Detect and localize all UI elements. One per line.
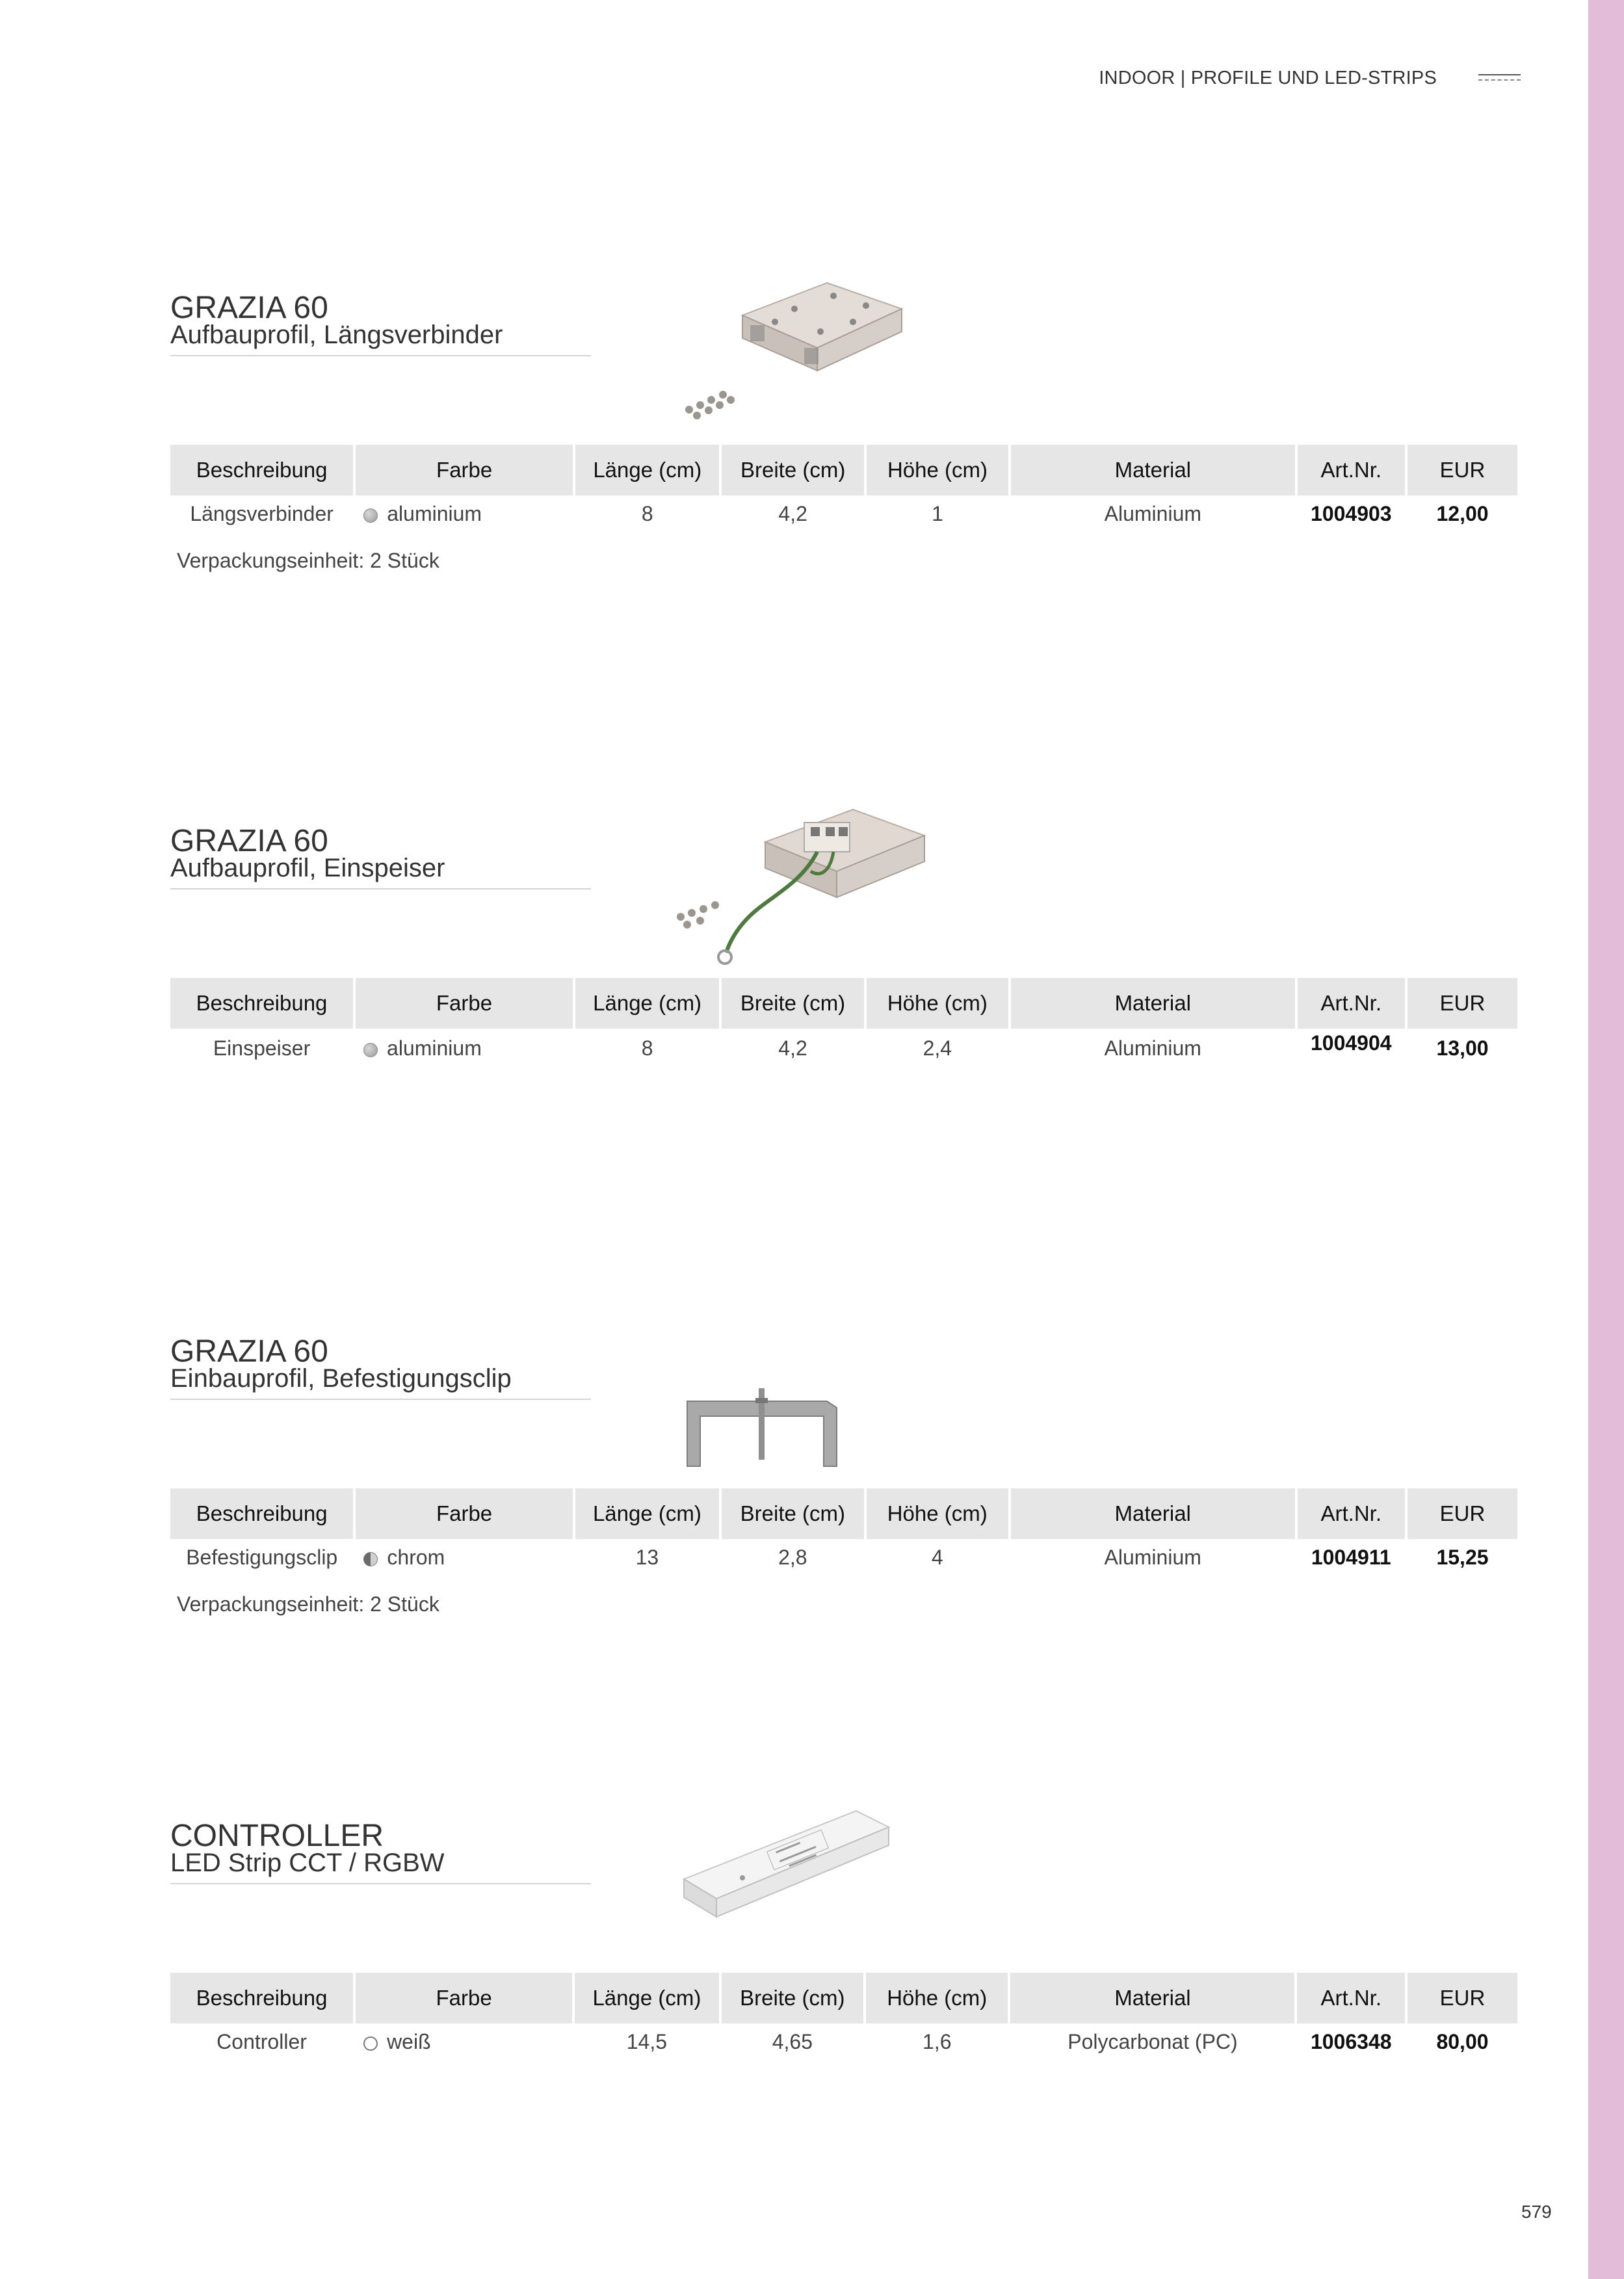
cell-artnr: 1006348 [1310,2029,1392,2053]
cell-beschreibung: Controller [216,2029,307,2053]
page-header: INDOOR | PROFILE UND LED-STRIPS [1099,68,1437,88]
column-header: Beschreibung [170,978,353,1029]
cell-farbe [356,1539,572,1575]
column-header: Art.Nr. [1298,445,1405,495]
column-header: Höhe (cm) [867,445,1008,495]
cell-hoehe: 4 [931,1545,943,1569]
section-divider [170,1883,591,1884]
section-subtitle: Aufbauprofil, Einspeiser [170,854,445,882]
table-row [170,1539,1517,1575]
column-header: Farbe [356,1973,572,2023]
table-row [170,1029,1517,1068]
cell-eur: 12,00 [1436,501,1489,525]
connector-plate-icon [677,276,950,426]
cell-artnr: 1004911 [1311,1545,1391,1569]
column-header: Beschreibung [170,1973,353,2023]
cell-hoehe: 1,6 [923,2029,952,2053]
column-header: Material [1011,445,1294,495]
color-label: aluminium [387,1036,482,1060]
cell-breite: 4,2 [778,501,807,525]
color-swatch-icon [363,2036,378,2051]
column-header: Beschreibung [170,1488,353,1539]
cell-farbe [356,2023,572,2060]
column-header: Breite (cm) [722,1488,863,1539]
cell-eur: 13,00 [1436,1036,1489,1060]
mounting-clip-icon [677,1385,846,1476]
column-header: Farbe [356,978,573,1029]
cell-laenge: 13 [635,1545,659,1569]
column-header: Höhe (cm) [867,978,1008,1029]
section-title: GRAZIA 60 [170,291,328,325]
section-subtitle: LED Strip CCT / RGBW [170,1849,445,1877]
cell-farbe [356,1029,573,1068]
section-divider [170,888,591,889]
color-swatch-icon [363,508,378,523]
table-row [170,2023,1517,2060]
color-label: weiß [387,2029,431,2053]
side-color-bar [1588,0,1624,2279]
cell-hoehe: 2,4 [923,1036,952,1060]
column-header: Höhe (cm) [866,1973,1008,2023]
column-header: Breite (cm) [722,445,863,495]
cell-material: Aluminium [1104,1036,1201,1060]
column-header: Farbe [356,1488,572,1539]
cell-material: Aluminium [1104,501,1202,525]
column-header: Material [1011,978,1295,1029]
column-header: Art.Nr. [1298,978,1406,1029]
feeder-block-icon [664,793,963,969]
cell-material: Aluminium [1104,1545,1201,1569]
spec-table [168,1973,1520,2060]
spec-table [168,978,1520,1068]
packaging-note: Verpackungseinheit: 2 Stück [177,549,439,572]
section-title: CONTROLLER [170,1819,384,1853]
cell-material: Polycarbonat (PC) [1067,2029,1238,2053]
color-label: aluminium [387,501,482,525]
packaging-note: Verpackungseinheit: 2 Stück [177,1592,439,1616]
cell-artnr: 1004904 [1310,1031,1392,1055]
column-header: Breite (cm) [722,978,863,1029]
cell-breite: 2,8 [778,1545,807,1569]
color-swatch-icon [363,1552,378,1566]
column-header: Art.Nr. [1297,1973,1405,2023]
column-header: EUR [1408,1488,1517,1539]
cell-beschreibung: Befestigungsclip [186,1545,338,1569]
section-divider [170,355,591,356]
spec-table [168,445,1520,532]
cell-laenge: 14,5 [626,2029,668,2053]
column-header: EUR [1408,978,1517,1029]
column-header: Material [1010,1973,1294,2023]
page-number: 579 [1521,2202,1552,2222]
cell-laenge: 8 [641,501,653,525]
column-header: EUR [1408,1973,1517,2023]
column-header: Material [1011,1488,1295,1539]
section-title: GRAZIA 60 [170,1334,328,1369]
section-title: GRAZIA 60 [170,824,328,858]
section-divider [170,1399,591,1400]
cell-breite: 4,65 [772,2029,813,2053]
column-header: Farbe [356,445,573,495]
cell-eur: 80,00 [1436,2029,1489,2053]
cell-breite: 4,2 [778,1036,807,1060]
column-header: Breite (cm) [722,1973,863,2023]
column-header: Beschreibung [170,445,353,495]
cell-farbe [356,495,573,532]
column-header: Länge (cm) [575,978,719,1029]
table-row [170,495,1517,532]
color-label: chrom [387,1545,445,1569]
section-subtitle: Aufbauprofil, Längsverbinder [170,321,503,349]
color-swatch-icon [363,1043,378,1057]
column-header: Länge (cm) [575,1973,718,2023]
column-header: EUR [1408,445,1517,495]
cell-beschreibung: Einspeiser [213,1036,311,1060]
column-header: Länge (cm) [575,1488,719,1539]
column-header: Höhe (cm) [867,1488,1008,1539]
profile-mark-icon [1478,74,1521,83]
controller-box-icon [671,1801,905,1951]
cell-eur: 15,25 [1436,1545,1489,1569]
spec-table [168,1488,1520,1575]
cell-artnr: 1004903 [1311,501,1392,525]
column-header: Länge (cm) [575,445,719,495]
column-header: Art.Nr. [1298,1488,1405,1539]
cell-laenge: 8 [641,1036,653,1060]
cell-beschreibung: Längsverbinder [190,501,334,525]
cell-hoehe: 1 [932,501,943,525]
section-subtitle: Einbauprofil, Befestigungsclip [170,1364,512,1393]
